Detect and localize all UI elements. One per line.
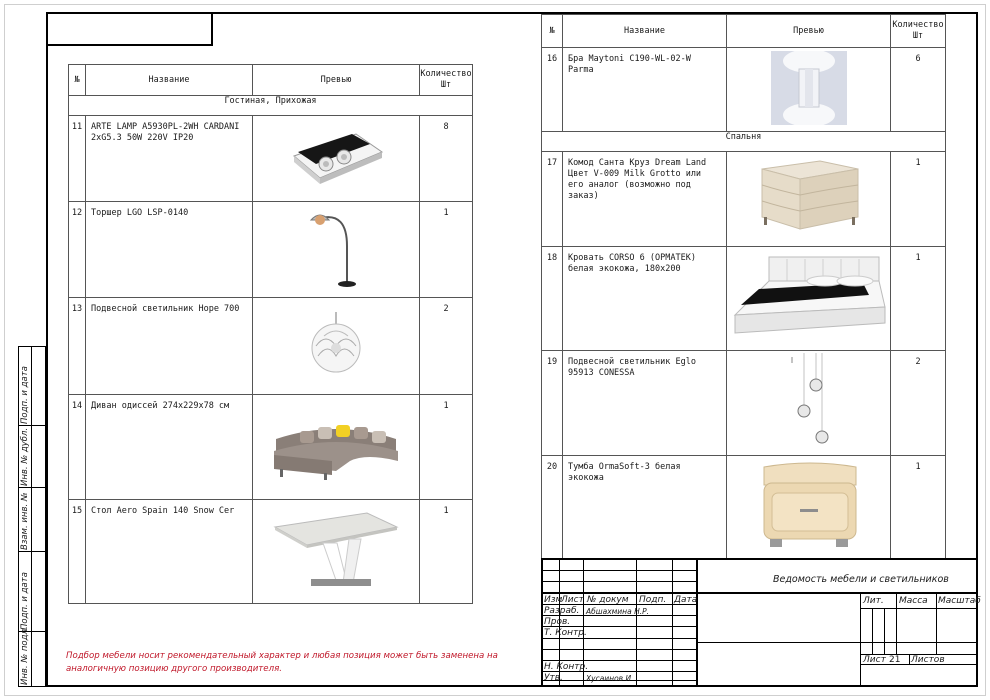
header-name: Название [86,65,253,96]
row-num: 17 [542,152,563,247]
title-block [541,558,981,687]
row-name: ARTE LAMP A5930PL-2WH CARDANI 2xG5.3 50W 220V IP20 [86,116,253,202]
tb-prov: Пров. [544,617,571,627]
row-num: 19 [542,351,563,456]
header-name: Название [563,15,727,48]
pendant-lamp-icon [304,312,368,376]
side-label-vzam-inv: Взам. инв. № [20,492,30,550]
side-label-inv-dubl: Инв. № дубл. [20,427,30,486]
header-preview: Превью [727,15,891,48]
glass-pendants-icon [774,353,844,449]
tb-list-number: 21 [889,655,901,665]
row-qty: 1 [420,202,473,298]
table-row [542,247,946,351]
row-num: 13 [69,298,86,395]
bed-icon [729,251,889,343]
side-label-sign-date-1: Подп. и дата [20,366,30,424]
nightstand-icon [750,459,868,553]
row-num: 18 [542,247,563,351]
tb-razrab: Разраб. [544,606,580,616]
header-num: № [69,65,86,96]
section-bedroom: Спальня [542,132,946,152]
table-row [542,152,946,247]
tb-data: Дата [674,595,698,605]
table-icon [271,509,401,591]
row-preview [727,152,891,247]
row-num: 12 [69,202,86,298]
tb-t-kontr: Т. Контр. [544,628,587,638]
header-qty: Количество Шт [891,15,946,48]
right-spec-table [541,14,946,560]
table-row [69,395,473,500]
tb-lit: Лит. [863,596,884,606]
row-qty: 1 [891,247,946,351]
row-qty: 6 [891,48,946,132]
row-name: Подвесной светильник Hope 700 [86,298,253,395]
dresser-icon [754,155,864,239]
table-row [542,48,946,132]
row-name: Комод Санта Круз Dream Land Цвет V-009 Milk Grotto или его аналог (возможно под заказ) [563,152,727,247]
table-row [69,116,473,202]
row-preview [253,395,420,500]
row-name: Кровать CORSO 6 (ОРМАТЕК) белая экокожа, 180х200 [563,247,727,351]
tb-izm: Изм [544,595,563,605]
recessed-lamp-icon [286,126,386,188]
left-spec-table [68,64,473,604]
tb-razrab-name: Абшахмина Н.Р. [586,607,649,616]
tb-list: Лист [561,595,584,605]
row-qty: 2 [420,298,473,395]
row-preview [727,247,891,351]
tb-utv-name: Хусаинов И [586,674,632,683]
row-name: Торшер LGO LSP-0140 [86,202,253,298]
tb-masshtab: Масштаб [938,596,981,606]
table-row [542,456,946,560]
row-num: 14 [69,395,86,500]
tb-list-label: Лист [863,655,886,665]
row-name: Диван одиссей 274х229х78 см [86,395,253,500]
row-preview [253,298,420,395]
top-left-stamp-box [46,12,213,46]
row-qty: 1 [420,500,473,604]
row-num: 20 [542,456,563,560]
row-name: Бра Maytoni C190-WL-02-W Parma [563,48,727,132]
tb-n-dokum: № докум [587,595,629,605]
side-label-inv-podl: Инв. № подл. [20,626,30,685]
table-row [542,351,946,456]
row-preview [727,456,891,560]
wall-sconce-icon [771,51,847,125]
row-name: Тумба OrmaSoft-3 белая экокожа [563,456,727,560]
header-qty: Количество Шт [420,65,473,96]
row-qty: 1 [420,395,473,500]
table-row [69,500,473,604]
row-name: Подвесной светильник Eglo 95913 CONESSA [563,351,727,456]
sofa-icon [266,409,406,481]
row-name: Стол Aero Spain 140 Snow Cer [86,500,253,604]
side-label-sign-date-2: Подп. и дата [20,572,30,630]
row-qty: 2 [891,351,946,456]
row-preview [253,116,420,202]
row-num: 11 [69,116,86,202]
section-living-room: Гостиная, Прихожая [69,96,473,116]
row-num: 16 [542,48,563,132]
row-preview [253,202,420,298]
row-preview [727,48,891,132]
header-preview: Превью [253,65,420,96]
header-num: № [542,15,563,48]
row-qty: 8 [420,116,473,202]
side-stamp [18,346,46,687]
tb-utv: Утв. [544,673,563,683]
row-preview [253,500,420,604]
floor-lamp-icon [301,206,371,290]
disclaimer-note: Подбор мебели носит рекомендательный характер и любая позиция может быть заменена на аналогичную позицию другого производителя. [66,651,498,674]
tb-podp: Подп. [639,595,667,605]
row-qty: 1 [891,456,946,560]
row-qty: 1 [891,152,946,247]
tb-n-kontr: Н. Контр. [544,662,589,672]
table-row [69,202,473,298]
tb-massa: Масса [899,596,928,606]
row-preview [727,351,891,456]
document-title: Ведомость мебели и светильников [773,574,949,585]
table-row [69,298,473,395]
tb-listov: Листов [911,655,945,665]
row-num: 15 [69,500,86,604]
